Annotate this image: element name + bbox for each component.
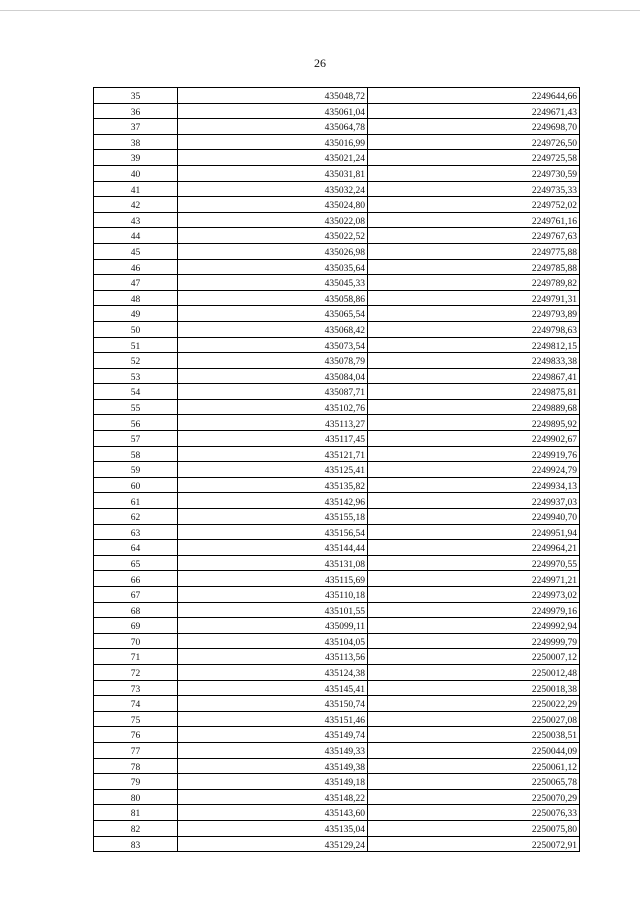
table-row <box>94 805 580 821</box>
table-row <box>94 415 580 431</box>
point-number-cell: 66 <box>94 571 178 587</box>
table-row <box>94 321 580 337</box>
y-coordinate-cell: 2249785,88 <box>368 259 580 275</box>
y-coordinate-cell: 2249902,67 <box>368 431 580 447</box>
x-coordinate-cell: 435149,74 <box>178 727 368 743</box>
table-row <box>94 524 580 540</box>
y-coordinate-cell: 2249833,38 <box>368 353 580 369</box>
y-coordinate-cell: 2249812,15 <box>368 337 580 353</box>
point-number-cell: 52 <box>94 353 178 369</box>
table-row <box>94 243 580 259</box>
x-coordinate-cell: 435021,24 <box>178 150 368 166</box>
y-coordinate-cell: 2249726,50 <box>368 134 580 150</box>
point-number-cell: 58 <box>94 446 178 462</box>
table-row <box>94 758 580 774</box>
point-number-cell: 43 <box>94 212 178 228</box>
x-coordinate-cell: 435073,54 <box>178 337 368 353</box>
y-coordinate-cell: 2249775,88 <box>368 243 580 259</box>
y-coordinate-cell: 2249999,79 <box>368 633 580 649</box>
table-row <box>94 571 580 587</box>
y-coordinate-cell: 2249867,41 <box>368 368 580 384</box>
point-number-cell: 48 <box>94 290 178 306</box>
point-number-cell: 44 <box>94 228 178 244</box>
table-row <box>94 337 580 353</box>
point-number-cell: 83 <box>94 836 178 852</box>
point-number-cell: 39 <box>94 150 178 166</box>
x-coordinate-cell: 435155,18 <box>178 509 368 525</box>
y-coordinate-cell: 2249698,70 <box>368 119 580 135</box>
table-row <box>94 259 580 275</box>
table-row <box>94 290 580 306</box>
table-row <box>94 540 580 556</box>
point-number-cell: 64 <box>94 540 178 556</box>
table-row <box>94 602 580 618</box>
x-coordinate-cell: 435117,45 <box>178 431 368 447</box>
y-coordinate-cell: 2249875,81 <box>368 384 580 400</box>
point-number-cell: 42 <box>94 197 178 213</box>
point-number-cell: 72 <box>94 664 178 680</box>
x-coordinate-cell: 435131,08 <box>178 555 368 571</box>
y-coordinate-cell: 2249671,43 <box>368 103 580 119</box>
point-number-cell: 50 <box>94 321 178 337</box>
y-coordinate-cell: 2249735,33 <box>368 181 580 197</box>
y-coordinate-cell: 2249971,21 <box>368 571 580 587</box>
table-row <box>94 649 580 665</box>
x-coordinate-cell: 435143,60 <box>178 805 368 821</box>
point-number-cell: 81 <box>94 805 178 821</box>
x-coordinate-cell: 435115,69 <box>178 571 368 587</box>
x-coordinate-cell: 435125,41 <box>178 462 368 478</box>
point-number-cell: 74 <box>94 696 178 712</box>
y-coordinate-cell: 2249973,02 <box>368 587 580 603</box>
y-coordinate-cell: 2249919,76 <box>368 446 580 462</box>
table-row <box>94 493 580 509</box>
point-number-cell: 73 <box>94 680 178 696</box>
x-coordinate-cell: 435149,18 <box>178 774 368 790</box>
table-row <box>94 618 580 634</box>
table-row <box>94 88 580 104</box>
x-coordinate-cell: 435144,44 <box>178 540 368 556</box>
x-coordinate-cell: 435084,04 <box>178 368 368 384</box>
table-row <box>94 680 580 696</box>
y-coordinate-cell: 2249895,92 <box>368 415 580 431</box>
x-coordinate-cell: 435024,80 <box>178 197 368 213</box>
point-number-cell: 82 <box>94 820 178 836</box>
point-number-cell: 61 <box>94 493 178 509</box>
table-row <box>94 587 580 603</box>
x-coordinate-cell: 435113,27 <box>178 415 368 431</box>
y-coordinate-cell: 2250076,33 <box>368 805 580 821</box>
table-row <box>94 197 580 213</box>
table-row <box>94 399 580 415</box>
y-coordinate-cell: 2250065,78 <box>368 774 580 790</box>
point-number-cell: 57 <box>94 431 178 447</box>
point-number-cell: 40 <box>94 165 178 181</box>
x-coordinate-cell: 435150,74 <box>178 696 368 712</box>
point-number-cell: 67 <box>94 587 178 603</box>
x-coordinate-cell: 435087,71 <box>178 384 368 400</box>
table-row <box>94 836 580 852</box>
y-coordinate-cell: 2249979,16 <box>368 602 580 618</box>
point-number-cell: 51 <box>94 337 178 353</box>
x-coordinate-cell: 435064,78 <box>178 119 368 135</box>
y-coordinate-cell: 2249767,63 <box>368 228 580 244</box>
x-coordinate-cell: 435156,54 <box>178 524 368 540</box>
x-coordinate-cell: 435101,55 <box>178 602 368 618</box>
x-coordinate-cell: 435068,42 <box>178 321 368 337</box>
point-number-cell: 68 <box>94 602 178 618</box>
x-coordinate-cell: 435099,11 <box>178 618 368 634</box>
point-number-cell: 55 <box>94 399 178 415</box>
y-coordinate-cell: 2250018,38 <box>368 680 580 696</box>
point-number-cell: 59 <box>94 462 178 478</box>
y-coordinate-cell: 2249964,21 <box>368 540 580 556</box>
y-coordinate-cell: 2249934,13 <box>368 477 580 493</box>
x-coordinate-cell: 435065,54 <box>178 306 368 322</box>
x-coordinate-cell: 435048,72 <box>178 88 368 104</box>
y-coordinate-cell: 2250070,29 <box>368 789 580 805</box>
table-row <box>94 727 580 743</box>
x-coordinate-cell: 435032,24 <box>178 181 368 197</box>
x-coordinate-cell: 435135,04 <box>178 820 368 836</box>
point-number-cell: 46 <box>94 259 178 275</box>
y-coordinate-cell: 2250027,08 <box>368 711 580 727</box>
y-coordinate-cell: 2250075,80 <box>368 820 580 836</box>
table-row <box>94 228 580 244</box>
table-row <box>94 696 580 712</box>
y-coordinate-cell: 2250061,12 <box>368 758 580 774</box>
table-row <box>94 431 580 447</box>
point-number-cell: 60 <box>94 477 178 493</box>
x-coordinate-cell: 435121,71 <box>178 446 368 462</box>
x-coordinate-cell: 435078,79 <box>178 353 368 369</box>
y-coordinate-cell: 2249789,82 <box>368 275 580 291</box>
y-coordinate-cell: 2250044,09 <box>368 742 580 758</box>
x-coordinate-cell: 435022,08 <box>178 212 368 228</box>
x-coordinate-cell: 435142,96 <box>178 493 368 509</box>
x-coordinate-cell: 435058,86 <box>178 290 368 306</box>
y-coordinate-cell: 2249761,16 <box>368 212 580 228</box>
y-coordinate-cell: 2249791,31 <box>368 290 580 306</box>
table-row <box>94 306 580 322</box>
x-coordinate-cell: 435102,76 <box>178 399 368 415</box>
point-number-cell: 62 <box>94 509 178 525</box>
x-coordinate-cell: 435104,05 <box>178 633 368 649</box>
point-number-cell: 49 <box>94 306 178 322</box>
point-number-cell: 75 <box>94 711 178 727</box>
table-row <box>94 446 580 462</box>
point-number-cell: 77 <box>94 742 178 758</box>
page-number: 26 <box>314 56 326 70</box>
x-coordinate-cell: 435124,38 <box>178 664 368 680</box>
x-coordinate-cell: 435045,33 <box>178 275 368 291</box>
y-coordinate-cell: 2249798,63 <box>368 321 580 337</box>
y-coordinate-cell: 2249730,59 <box>368 165 580 181</box>
y-coordinate-cell: 2249752,02 <box>368 197 580 213</box>
point-number-cell: 54 <box>94 384 178 400</box>
x-coordinate-cell: 435113,56 <box>178 649 368 665</box>
x-coordinate-cell: 435035,64 <box>178 259 368 275</box>
point-number-cell: 45 <box>94 243 178 259</box>
point-number-cell: 41 <box>94 181 178 197</box>
point-number-cell: 80 <box>94 789 178 805</box>
table-row <box>94 774 580 790</box>
table-row <box>94 212 580 228</box>
y-coordinate-cell: 2249970,55 <box>368 555 580 571</box>
x-coordinate-cell: 435151,46 <box>178 711 368 727</box>
point-number-cell: 53 <box>94 368 178 384</box>
y-coordinate-cell: 2249992,94 <box>368 618 580 634</box>
y-coordinate-cell: 2250072,91 <box>368 836 580 852</box>
point-number-cell: 69 <box>94 618 178 634</box>
table-row <box>94 820 580 836</box>
point-number-cell: 38 <box>94 134 178 150</box>
point-number-cell: 76 <box>94 727 178 743</box>
table-row <box>94 368 580 384</box>
y-coordinate-cell: 2250012,48 <box>368 664 580 680</box>
table-row <box>94 477 580 493</box>
x-coordinate-cell: 435129,24 <box>178 836 368 852</box>
table-row <box>94 462 580 478</box>
point-number-cell: 47 <box>94 275 178 291</box>
table-row <box>94 555 580 571</box>
y-coordinate-cell: 2249793,89 <box>368 306 580 322</box>
x-coordinate-cell: 435110,18 <box>178 587 368 603</box>
point-number-cell: 37 <box>94 119 178 135</box>
table-row <box>94 742 580 758</box>
y-coordinate-cell: 2249937,03 <box>368 493 580 509</box>
table-row <box>94 165 580 181</box>
top-rule <box>0 10 640 11</box>
y-coordinate-cell: 2249940,70 <box>368 509 580 525</box>
table-row <box>94 664 580 680</box>
point-number-cell: 35 <box>94 88 178 104</box>
table-row <box>94 103 580 119</box>
y-coordinate-cell: 2249725,58 <box>368 150 580 166</box>
y-coordinate-cell: 2249951,94 <box>368 524 580 540</box>
point-number-cell: 79 <box>94 774 178 790</box>
x-coordinate-cell: 435031,81 <box>178 165 368 181</box>
table-row <box>94 181 580 197</box>
table-row <box>94 509 580 525</box>
y-coordinate-cell: 2250007,12 <box>368 649 580 665</box>
point-number-cell: 63 <box>94 524 178 540</box>
x-coordinate-cell: 435022,52 <box>178 228 368 244</box>
table-row <box>94 789 580 805</box>
table-row <box>94 384 580 400</box>
coordinates-table-body <box>94 88 580 852</box>
table-row <box>94 633 580 649</box>
x-coordinate-cell: 435135,82 <box>178 477 368 493</box>
table-row <box>94 119 580 135</box>
y-coordinate-cell: 2250022,29 <box>368 696 580 712</box>
y-coordinate-cell: 2249644,66 <box>368 88 580 104</box>
x-coordinate-cell: 435061,04 <box>178 103 368 119</box>
point-number-cell: 78 <box>94 758 178 774</box>
x-coordinate-cell: 435149,38 <box>178 758 368 774</box>
table-row <box>94 275 580 291</box>
table-row <box>94 711 580 727</box>
x-coordinate-cell: 435145,41 <box>178 680 368 696</box>
y-coordinate-cell: 2249889,68 <box>368 399 580 415</box>
point-number-cell: 36 <box>94 103 178 119</box>
coordinates-table <box>93 87 580 852</box>
table-row <box>94 134 580 150</box>
point-number-cell: 70 <box>94 633 178 649</box>
x-coordinate-cell: 435148,22 <box>178 789 368 805</box>
x-coordinate-cell: 435016,99 <box>178 134 368 150</box>
table-row <box>94 150 580 166</box>
point-number-cell: 56 <box>94 415 178 431</box>
x-coordinate-cell: 435026,98 <box>178 243 368 259</box>
point-number-cell: 65 <box>94 555 178 571</box>
x-coordinate-cell: 435149,33 <box>178 742 368 758</box>
y-coordinate-cell: 2249924,79 <box>368 462 580 478</box>
table-row <box>94 353 580 369</box>
point-number-cell: 71 <box>94 649 178 665</box>
y-coordinate-cell: 2250038,51 <box>368 727 580 743</box>
